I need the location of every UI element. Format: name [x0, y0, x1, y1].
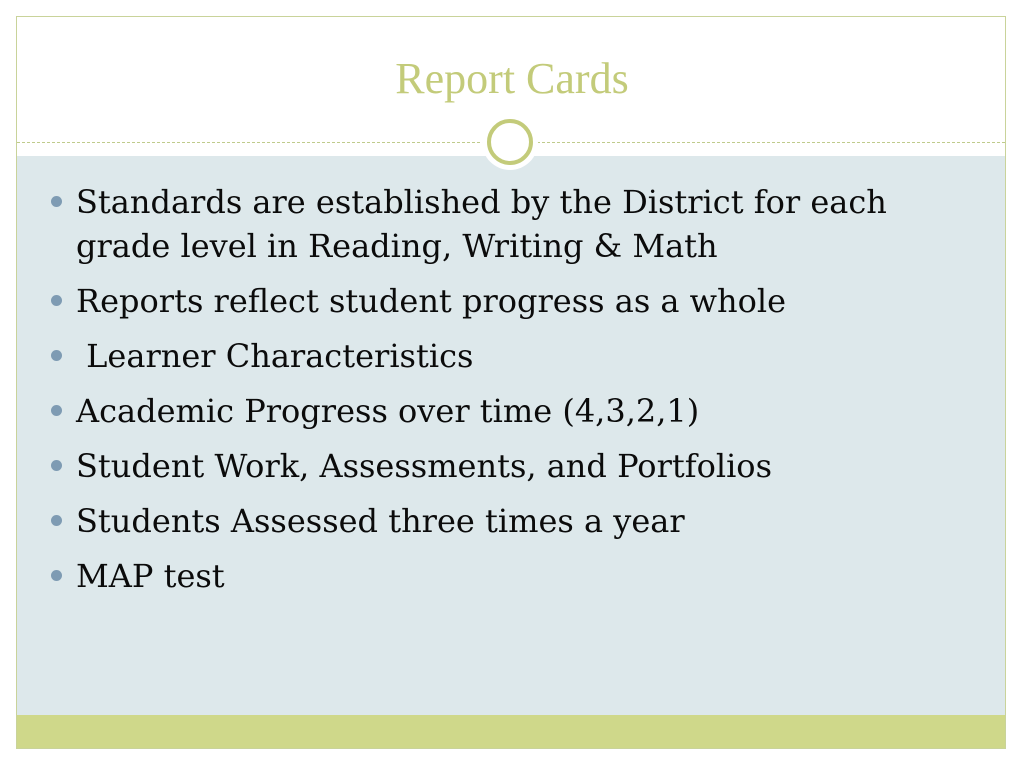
- bullet-text: Standards are established by the District for each grade level in Reading, Writing & Math: [76, 183, 898, 265]
- bullet-item: [48, 334, 978, 378]
- bullet-item: [48, 499, 978, 543]
- bullet-text: Students Assessed three times a year: [76, 502, 685, 540]
- bullet-text: Reports reflect student progress as a whole: [76, 282, 787, 320]
- bullet-item: [48, 180, 978, 268]
- bullet-text: Learner Characteristics: [76, 337, 474, 375]
- bullet-item: [48, 279, 978, 323]
- bullet-dot-icon: [51, 460, 62, 471]
- bullet-item: [48, 554, 978, 598]
- bullet-dot-icon: [51, 405, 62, 416]
- bullet-dot-icon: [51, 515, 62, 526]
- bullet-dot-icon: [51, 350, 62, 361]
- bullet-dot-icon: [51, 196, 62, 207]
- bullet-dot-icon: [51, 570, 62, 581]
- bullet-item: [48, 444, 978, 488]
- bullet-item: [48, 389, 978, 433]
- bullet-text: Student Work, Assessments, and Portfolios: [76, 447, 772, 485]
- bullet-text: MAP test: [76, 557, 225, 595]
- bullet-list: [48, 180, 978, 609]
- footer-band: [17, 715, 1005, 748]
- slide-title: Report Cards: [395, 54, 629, 103]
- bullet-text: Academic Progress over time (4,3,2,1): [76, 392, 700, 430]
- ring-ornament-icon: [487, 119, 533, 165]
- bullet-dot-icon: [51, 295, 62, 306]
